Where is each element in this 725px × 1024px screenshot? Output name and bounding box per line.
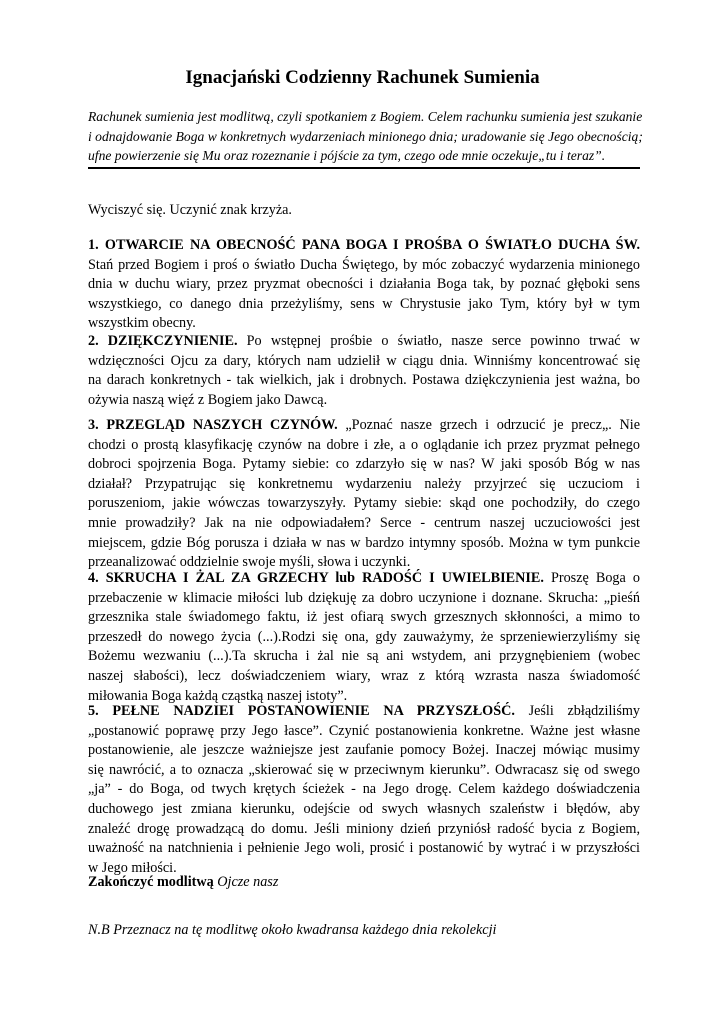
- section-4-line: Proszę Boga o: [550, 570, 641, 586]
- section-1-line: wszystkiego, co danego dnia przeżyliśmy, sens w Chrystusie jako Tym, który był w tym: [88, 295, 640, 312]
- closing-prayer-name: Ojcze nasz: [217, 874, 279, 890]
- section-5-line: Jeśli zbłądziliśmy: [528, 703, 640, 719]
- section-3-line: miejscem, gdzie Bóg porusza i działa w nas w bardzo intymny sposób. Można w tym punkcie: [88, 534, 640, 551]
- section-5-line: „postanowić poprawę przy Jego łasce”. Czynić postanowienia konkretne. Ważne jest własne: [88, 722, 640, 739]
- section-1-line: wszystkim obecny.: [88, 315, 196, 332]
- intro-line: i odnajdowanie Boga w konkretnych wydarzeniach minionego dnia; uradowanie się Jego obecnością;: [88, 128, 643, 144]
- section-1-heading: 1. OTWARCIE NA OBECNOŚĆ PANA BOGA I PROŚBA O ŚWIATŁO DUCHA ŚW.: [88, 237, 640, 253]
- section-4: [88, 569, 640, 706]
- section-2-line: Po wstępnej prośbie o światło, nasze serce powinno trwać w: [246, 333, 640, 349]
- section-3-line: poruszeniom, jakie wówczas towarzyszyły. Pytamy siebie: skąd one pochodziły, do czego: [88, 495, 640, 512]
- closing-instruction: [88, 873, 640, 893]
- section-4-line: grzesznika stale świadomego faktu, iż jest ofiarą swych grzesznych skłonności, a mimo to: [88, 609, 640, 626]
- section-5-line: postanowienie, ale jeszcze ważniejsze jest zaufanie pomocy Bożej. Inaczej mówiąc musimy: [88, 742, 640, 759]
- intro-paragraph: [88, 107, 643, 166]
- section-1-line: Stań przed Bogiem i proś o światło Ducha Świętego, by móc zobaczyć wydarzenia minionego: [88, 256, 640, 273]
- opening-line: Wyciszyć się. Uczynić znak krzyża.: [88, 202, 292, 218]
- horizontal-divider: [88, 167, 640, 169]
- section-2-line: na darach konkretnych - tak wielkich, jak i drobnych. Postawa dziękczynienia jest ważna, bo: [88, 372, 640, 389]
- closing-bold-text: Zakończyć modlitwą: [88, 874, 214, 890]
- section-2: [88, 332, 640, 410]
- section-5-line: uważność na natchnienia i pełnienie Jego woli, prosić i postanowić by wytrać i w przyszłości: [88, 840, 640, 857]
- section-2-heading: 2. DZIĘKCZYNIENIE.: [88, 333, 238, 349]
- section-1: [88, 236, 640, 334]
- section-3-line: chodzi o prostą klasyfikację czynów na dobre i złe, a o oglądanie ich przez pryzmat pełnego: [88, 436, 640, 453]
- footnote-text: N.B Przeznacz na tę modlitwę około kwadransa każdego dnia rekolekcji: [88, 922, 497, 938]
- closing-line: [88, 873, 640, 893]
- section-2-first-line: [88, 332, 640, 352]
- section-4-line: przebaczenie w klimacie miłości lub dziękuję za dobro uczynione i doznane. Skrucha: „pieśń: [88, 589, 640, 606]
- section-3-first-line: [88, 416, 640, 436]
- section-4-line: miłowania Boga każdą cząstką naszej istoty”.: [88, 687, 348, 704]
- section-1-line: dnia w duchu wiary, przez pryzmat obecności i działania Boga tak, by poznać głęboki sens: [88, 276, 640, 293]
- section-5-heading: 5. PEŁNE NADZIEI POSTANOWIENIE NA PRZYSZŁOŚĆ.: [88, 703, 515, 719]
- section-4-line: Bożemu wezwaniu (...).Ta skrucha i żal nie są ani wstydem, ani przygnębieniem (wobec: [88, 648, 640, 665]
- section-4-heading: 4. SKRUCHA I ŻAL ZA GRZECHY lub RADOŚĆ I UWIELBIENIE.: [88, 570, 544, 586]
- section-3: [88, 416, 640, 573]
- section-3-line: przeanalizować oddzielnie swoje myśli, słowa i uczynki.: [88, 554, 411, 571]
- section-4-line: naszej słabości), lecz doświadczeniem wiary, wraz z którą wzrasta nasza świadomość: [88, 667, 640, 684]
- section-5-first-line: [88, 702, 640, 722]
- section-5: [88, 702, 640, 878]
- section-3-line: działał? Przypatrując się konkretnemu wydarzeniu należy przyjrzeć się uczuciom i: [88, 475, 640, 492]
- section-5-line: „ja” - do Boga, od twych krętych ścieżek - na Jego drogę. Celem każdego doświadczenia: [88, 781, 640, 798]
- document-title: Ignacjański Codzienny Rachunek Sumienia: [185, 67, 540, 88]
- section-3-line: dobroci spojrzenia Boga. Pytamy siebie: co zdarzyło się w nas? W jaki sposób Bóg w nas: [88, 456, 640, 473]
- opening-instruction: [88, 201, 640, 221]
- section-5-line: w Jego miłości.: [88, 859, 177, 876]
- section-3-line: mnie prowadziły? Jak na nie odpowiadałem? Serce - centrum naszej uczuciowości jest: [88, 514, 640, 531]
- footnote: [88, 921, 640, 941]
- section-3-heading: 3. PRZEGLĄD NASZYCH CZYNÓW.: [88, 417, 338, 433]
- section-4-first-line: [88, 569, 640, 589]
- section-5-line: duchowego jest zmiana kierunku, odejście od swych własnych szaleństw i błędów, aby: [88, 800, 640, 817]
- section-5-line: znaleźć drogę prowadzącą do domu. Jeśli miniony dzień przyniósł radość bycia z Bogiem,: [88, 820, 640, 837]
- section-5-line: się nawrócić, a to oznacza „skierować się w przeciwnym kierunku”. Odwracasz się od swego: [88, 761, 640, 778]
- intro-line: ufne powierzenie się Mu oraz rozeznanie i pójście za tym, czego ode mnie oczekuje„tu i teraz”.: [88, 148, 606, 163]
- section-2-line: wdzięczności Ojcu za dary, których nam udzielił w ciągu dnia. Winniśmy koncentrować się: [88, 352, 640, 369]
- section-3-line: „Poznać nasze grzech i odrzucić je precz„. Nie: [345, 417, 640, 433]
- section-4-line: przeszedł do nowego życia (...).Rodzi się ona, gdy zauważymy, że sprzeniewierzyliśmy się: [88, 628, 640, 645]
- intro-line: Rachunek sumienia jest modlitwą, czyli spotkaniem z Bogiem. Celem rachunku sumienia jest szukanie: [88, 109, 643, 124]
- section-2-line: ożywia naszą więź z Bogiem jako Dawcą.: [88, 391, 328, 408]
